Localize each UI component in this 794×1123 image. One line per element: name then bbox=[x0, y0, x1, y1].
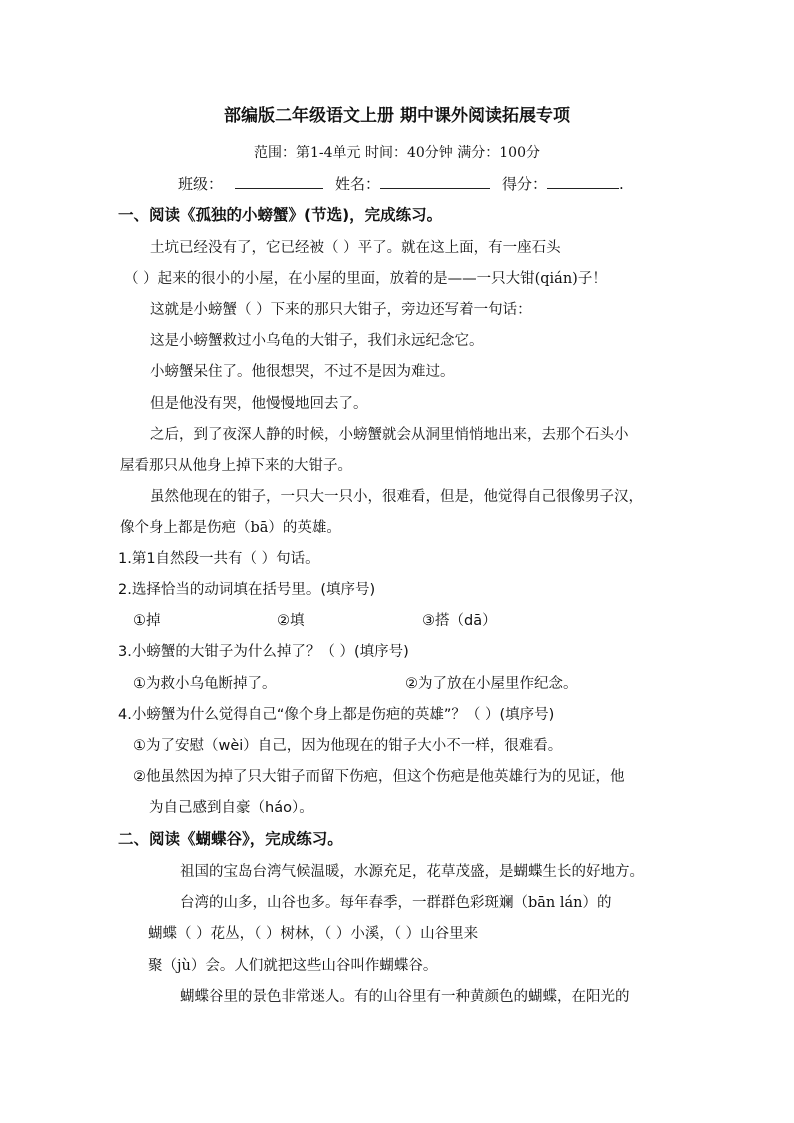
score-label: 得分： bbox=[502, 175, 548, 193]
name-label: 姓名： bbox=[335, 175, 381, 193]
page-title: 部编版二年级语文上册 期中课外阅读拓展专项 bbox=[224, 106, 570, 126]
class-blank[interactable] bbox=[235, 173, 323, 189]
name-blank[interactable] bbox=[380, 173, 490, 189]
passage2-line: 聚（jù）会。人们就把这些山谷叫作蝴蝶谷。 bbox=[148, 958, 438, 974]
q4-option-1: ①为了安慰（wèi）自己，因为他现在的钳子大小不一样，很难看。 bbox=[133, 738, 563, 754]
q3-option-2: ②为了放在小屋里作纪念。 bbox=[405, 676, 578, 692]
passage1-line: 但是他没有哭，他慢慢地回去了。 bbox=[150, 396, 368, 412]
passage1-line: 小螃蟹呆住了。他很想哭，不过不是因为难过。 bbox=[150, 364, 455, 380]
question-4: 4.小螃蟹为什么觉得自己“像个身上都是伤疤的英雄”？（ ）(填序号) bbox=[118, 707, 555, 723]
class-label: 班级： bbox=[178, 175, 224, 193]
q3-option-1: ①为救小乌龟断掉了。 bbox=[133, 676, 277, 692]
section1-heading: 一、阅读《孤独的小螃蟹》(节选)，完成练习。 bbox=[118, 206, 443, 224]
passage1-line: 这就是小螃蟹（ ）下来的那只大钳子，旁边还写着一句话： bbox=[150, 302, 532, 318]
passage2-line: 台湾的山多，山谷也多。每年春季，一群群色彩斑斓（bān lán）的 bbox=[180, 895, 612, 911]
q4-option-2: ②他虽然因为掉了只大钳子而留下伤疤，但这个伤疤是他英雄行为的见证，他 bbox=[133, 769, 625, 785]
score-blank[interactable] bbox=[547, 173, 619, 189]
q2-option-3: ③搭（dā） bbox=[422, 613, 497, 629]
passage2-line: 蝴蝶（ ）花丛，（ ）树林，（ ）小溪，（ ）山谷里来 bbox=[148, 926, 479, 942]
exam-meta: 范围：第1-4单元 时间：40分钟 满分：100分 bbox=[254, 145, 540, 161]
passage1-line: 土坑已经没有了，它已经被（ ）平了。就在这上面，有一座石头 bbox=[150, 240, 561, 256]
passage1-line: 像个身上都是伤疤（bā）的英雄。 bbox=[120, 520, 341, 536]
passage1-line: 虽然他现在的钳子，一只大一只小，很难看，但是，他觉得自己很像男子汉， bbox=[150, 489, 643, 505]
passage1-line: （ ）起来的很小的小屋，在小屋的里面，放着的是——一只大钳(qián)子！ bbox=[124, 271, 607, 287]
q4-option-2-cont: 为自己感到自豪（háo）。 bbox=[149, 800, 314, 816]
section2-heading: 二、阅读《蝴蝶谷》，完成练习。 bbox=[118, 830, 343, 848]
q2-option-1: ①掉 bbox=[133, 613, 161, 629]
passage2-line: 蝴蝶谷里的景色非常迷人。有的山谷里有一种黄颜色的蝴蝶，在阳光的 bbox=[180, 989, 630, 1005]
info-end-mark: . bbox=[619, 175, 624, 193]
question-1: 1.第1自然段一共有（ ）句话。 bbox=[118, 551, 320, 567]
passage1-line: 这是小螃蟹救过小乌龟的大钳子，我们永远纪念它。 bbox=[150, 333, 484, 349]
passage2-line: 祖国的宝岛台湾气候温暖，水源充足，花草茂盛，是蝴蝶生长的好地方。 bbox=[180, 864, 644, 880]
passage1-line: 之后，到了夜深人静的时候，小螃蟹就会从洞里悄悄地出来，去那个石头小 bbox=[150, 427, 629, 443]
q2-option-2: ②填 bbox=[277, 613, 305, 629]
question-2: 2.选择恰当的动词填在括号里。(填序号) bbox=[118, 582, 376, 598]
student-info-row bbox=[178, 173, 624, 194]
question-3: 3.小螃蟹的大钳子为什么掉了？（ ）(填序号) bbox=[118, 644, 409, 660]
passage1-line: 屋看那只从他身上掉下来的大钳子。 bbox=[120, 458, 352, 474]
